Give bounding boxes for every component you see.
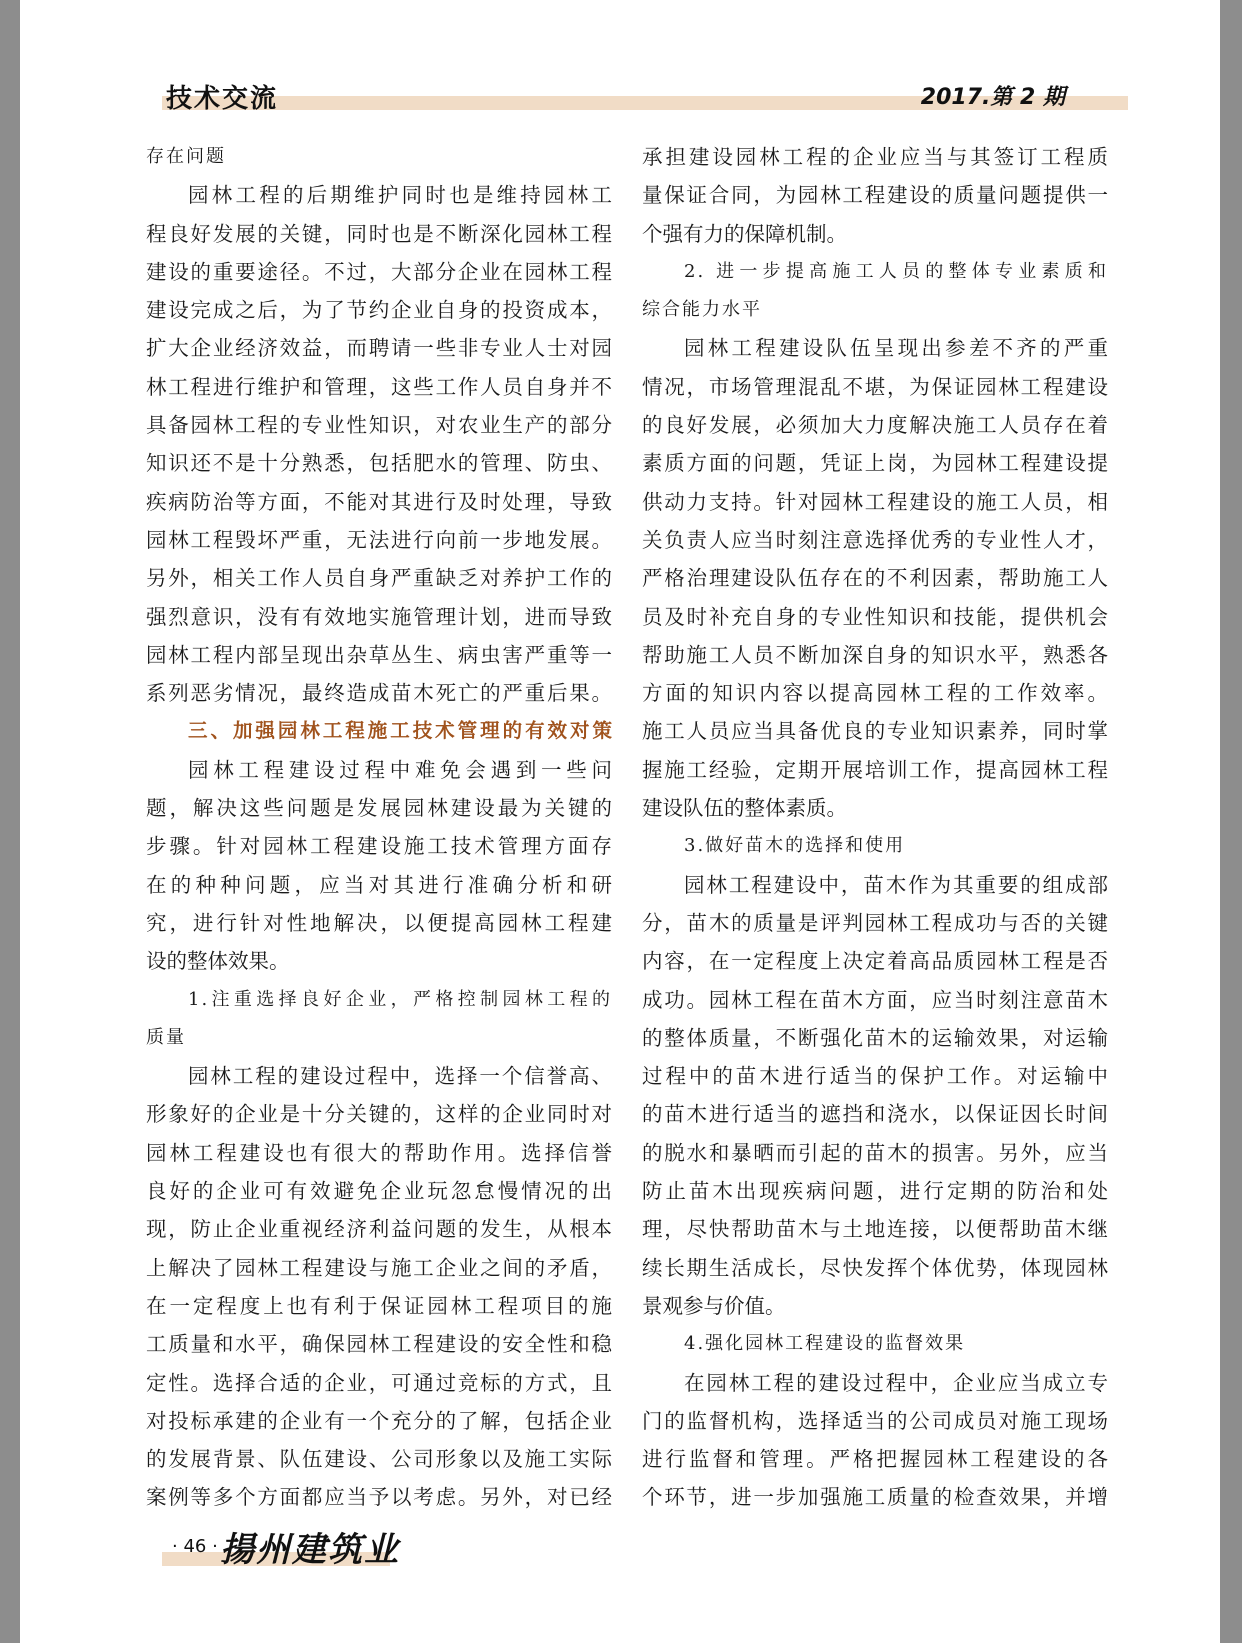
right-column bbox=[642, 138, 1108, 1517]
text-line: 个环节，进一步加强施工质量的检查效果，并增 bbox=[642, 1485, 1108, 1510]
text-line: 4.强化园林工程建设的监督效果 bbox=[684, 1333, 966, 1355]
text-line: 定性。选择合适的企业，可通过竞标的方式，且 bbox=[146, 1370, 612, 1395]
text-line: 步骤。针对园林工程建设施工技术管理方面存 bbox=[146, 834, 612, 859]
text-line: 3.做好苗木的选择和使用 bbox=[684, 835, 906, 857]
text-line: 员及时补充自身的专业性知识和技能，提供机会 bbox=[642, 604, 1108, 629]
text-line: 对投标承建的企业有一个充分的了解，包括企业 bbox=[146, 1408, 612, 1433]
text-line: 进行监督和管理。严格把握园林工程建设的各 bbox=[642, 1447, 1108, 1472]
text-line: 园林工程毁坏严重，无法进行向前一步地发展。 bbox=[146, 527, 612, 552]
text-line: 园林工程内部呈现出杂草丛生、病虫害严重等一 bbox=[146, 642, 612, 667]
text-line: 续长期生活成长，尽快发挥个体优势，体现园林 bbox=[642, 1255, 1108, 1280]
text-line: 承担建设园林工程的企业应当与其签订工程质 bbox=[642, 145, 1108, 169]
text-line: 系列恶劣情况，最终造成苗木死亡的严重后果。 bbox=[146, 681, 612, 706]
text-line: 工质量和水平，确保园林工程建设的安全性和稳 bbox=[146, 1332, 612, 1357]
journal-logo: 揚州建筑业 bbox=[220, 1530, 400, 1570]
text-line: 园林工程建设队伍呈现出参差不齐的严重 bbox=[684, 336, 1108, 361]
section-heading: 三、加强园林工程施工技术管理的有效对策 bbox=[188, 719, 612, 743]
text-line: 知识还不是十分熟悉，包括肥水的管理、防虫、 bbox=[146, 451, 612, 476]
text-line: 施工人员应当具备优良的专业知识素养，同时掌 bbox=[642, 719, 1108, 744]
text-line: 设的整体效果。 bbox=[146, 949, 290, 974]
text-line: 的脱水和暴晒而引起的苗木的损害。另外，应当 bbox=[642, 1140, 1108, 1165]
text-line: 理，尽快帮助苗木与土地连接，以便帮助苗木继 bbox=[642, 1217, 1108, 1242]
text-line: 握施工经验，定期开展培训工作，提高园林工程 bbox=[642, 757, 1108, 782]
text-line: 质量 bbox=[146, 1026, 186, 1048]
text-line: 疾病防治等方面，不能对其进行及时处理，导致 bbox=[146, 489, 612, 514]
text-line: 园林工程建设也有很大的帮助作用。选择信誉 bbox=[146, 1140, 612, 1165]
text-line: 现，防止企业重视经济利益问题的发生，从根本 bbox=[146, 1217, 612, 1242]
text-line: 的整体质量，不断强化苗木的运输效果，对运输 bbox=[642, 1025, 1108, 1050]
text-line: 1.注重选择良好企业，严格控制园林工程的 bbox=[188, 988, 612, 1010]
text-line: 另外，相关工作人员自身严重缺乏对养护工作的 bbox=[146, 566, 612, 591]
text-line: 分，苗木的质量是评判园林工程成功与否的关键 bbox=[642, 910, 1108, 935]
text-line: 的苗木进行适当的遮挡和浇水，以保证因长时间 bbox=[642, 1102, 1108, 1127]
text-line: 案例等多个方面都应当予以考虑。另外，对已经 bbox=[146, 1485, 612, 1510]
text-line: 帮助施工人员不断加深自身的知识水平，熟悉各 bbox=[642, 642, 1108, 667]
text-line: 在园林工程的建设过程中，企业应当成立专 bbox=[684, 1370, 1108, 1395]
text-line: 在的种种问题，应当对其进行准确分析和研 bbox=[146, 872, 612, 897]
text-line: 具备园林工程的专业性知识，对农业生产的部分 bbox=[146, 413, 612, 438]
text-line: 上解决了园林工程建设与施工企业之间的矛盾， bbox=[146, 1255, 612, 1280]
text-line: 情况，市场管理混乱不堪，为保证园林工程建设 bbox=[642, 374, 1108, 399]
text-line: 园林工程建设中，苗木作为其重要的组成部 bbox=[684, 872, 1108, 897]
text-line: 成功。园林工程在苗木方面，应当时刻注意苗木 bbox=[642, 987, 1108, 1012]
text-line: 究，进行针对性地解决，以便提高园林工程建 bbox=[146, 910, 612, 935]
text-line: 存在问题 bbox=[146, 146, 226, 167]
magazine-page bbox=[20, 0, 1220, 1643]
text-line: 园林工程的建设过程中，选择一个信誉高、 bbox=[188, 1064, 612, 1089]
text-line: 门的监督机构，选择适当的公司成员对施工现场 bbox=[642, 1408, 1108, 1433]
text-line: 景观参与价值。 bbox=[642, 1293, 786, 1318]
text-line: 的良好发展，必须加大力度解决施工人员存在着 bbox=[642, 413, 1108, 438]
text-line: 严格治理建设队伍存在的不利因素，帮助施工人 bbox=[642, 566, 1108, 591]
text-line: 扩大企业经济效益，而聘请一些非专业人士对园 bbox=[146, 336, 612, 361]
text-line: 园林工程的后期维护同时也是维持园林工 bbox=[188, 183, 612, 208]
text-line: 在一定程度上也有利于保证园林工程项目的施 bbox=[146, 1293, 612, 1318]
text-line: 题，解决这些问题是发展园林建设最为关键的 bbox=[146, 796, 612, 821]
text-line: 综合能力水平 bbox=[642, 299, 762, 321]
text-line: 关负责人应当时刻注意选择优秀的专业性人才， bbox=[642, 527, 1108, 552]
text-line: 内容，在一定程度上决定着高品质园林工程是否 bbox=[642, 949, 1108, 974]
text-line: 建设完成之后，为了节约企业自身的投资成本， bbox=[146, 298, 612, 323]
issue-label: 2017.第 2 期 bbox=[920, 85, 1065, 110]
text-line: 过程中的苗木进行适当的保护工作。对运输中 bbox=[642, 1064, 1108, 1089]
text-line: 程良好发展的关键，同时也是不断深化园林工程 bbox=[146, 221, 612, 246]
left-column bbox=[146, 138, 612, 1517]
text-line: 林工程进行维护和管理，这些工作人员自身并不 bbox=[146, 374, 612, 399]
text-line: 个强有力的保障机制。 bbox=[642, 221, 847, 246]
text-line: 强烈意识，没有有效地实施管理计划，进而导致 bbox=[146, 604, 612, 629]
text-line: 防止苗木出现疾病问题，进行定期的防治和处 bbox=[642, 1179, 1108, 1204]
text-line: 形象好的企业是十分关键的，这样的企业同时对 bbox=[146, 1102, 612, 1127]
text-line: 建设的重要途径。不过，大部分企业在园林工程 bbox=[146, 259, 612, 284]
section-title: 技术交流 bbox=[166, 84, 279, 114]
text-line: 建设队伍的整体素质。 bbox=[642, 796, 847, 821]
page-number: · 46 · bbox=[172, 1536, 218, 1557]
text-line: 供动力支持。针对园林工程建设的施工人员，相 bbox=[642, 489, 1108, 514]
text-line: 良好的企业可有效避免企业玩忽怠慢情况的出 bbox=[146, 1179, 612, 1204]
text-line: 的发展背景、队伍建设、公司形象以及施工实际 bbox=[146, 1447, 612, 1472]
text-line: 园林工程建设过程中难免会遇到一些问 bbox=[188, 757, 612, 782]
text-line: 量保证合同，为园林工程建设的质量问题提供一 bbox=[642, 183, 1108, 208]
text-line: 素质方面的问题，凭证上岗，为园林工程建设提 bbox=[642, 451, 1108, 476]
text-line: 方面的知识内容以提高园林工程的工作效率。 bbox=[642, 681, 1108, 706]
text-line: 2. 进一步提高施工人员的整体专业素质和 bbox=[684, 260, 1108, 282]
